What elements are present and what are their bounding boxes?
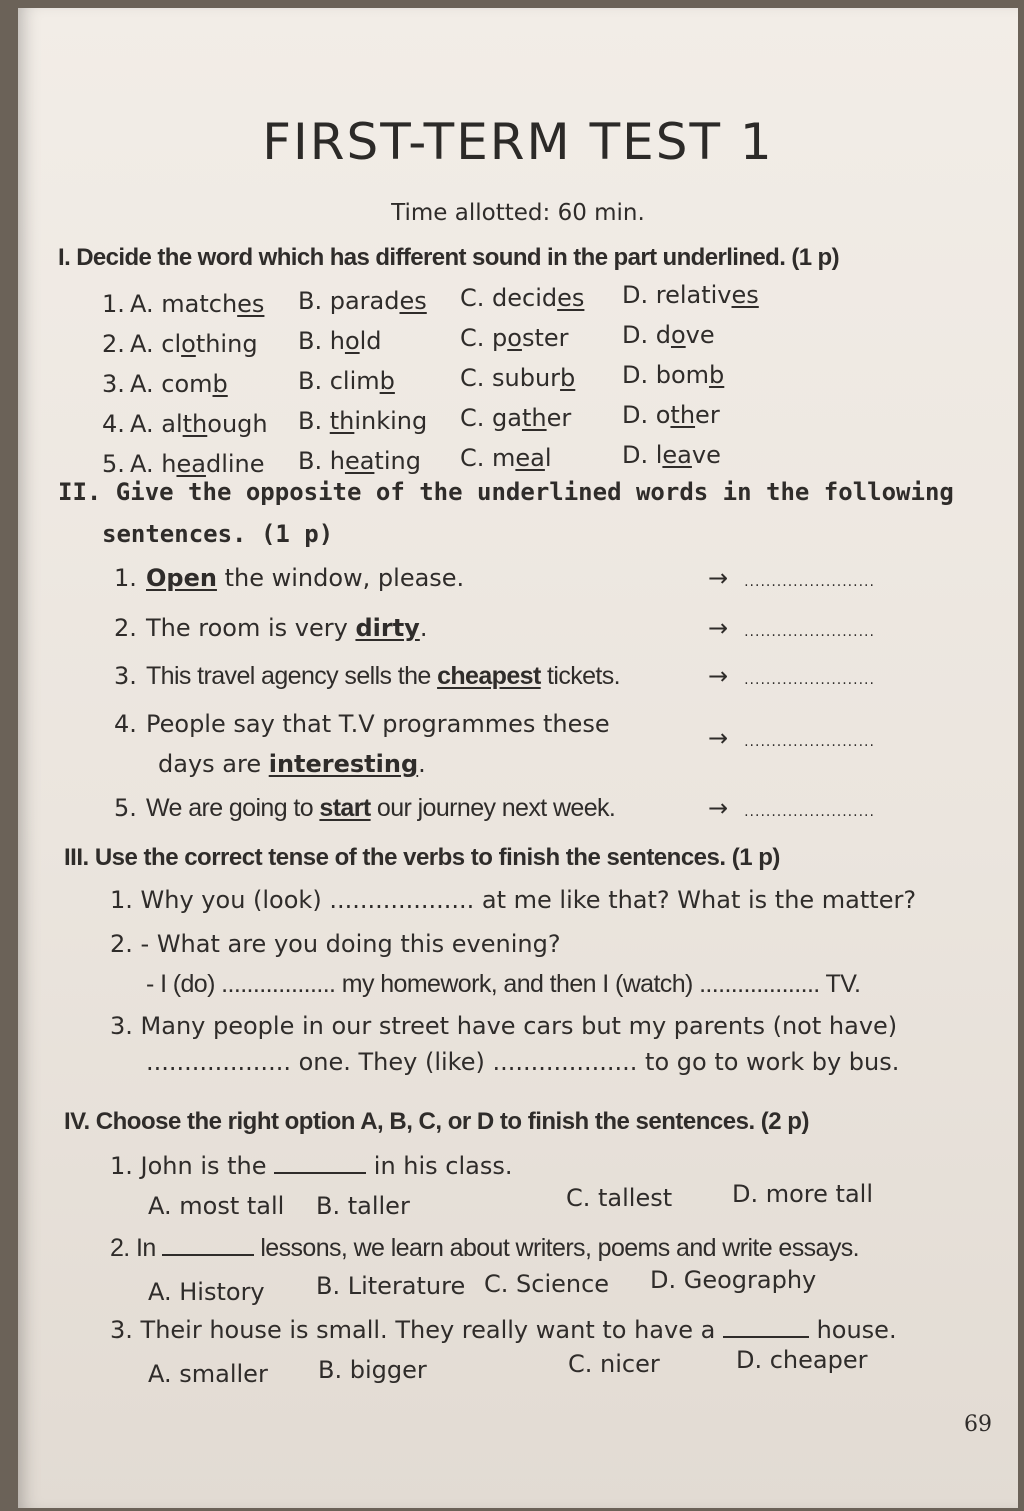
underlined-part: th [670,401,696,429]
section-3-question-2-line1: 2. - What are you doing this evening? [110,930,561,958]
sentence-text: The room is very [146,614,356,642]
option-c [460,324,568,352]
option-text: inking [354,407,428,435]
underlined-part: es [237,290,265,318]
sentence [146,614,427,642]
question-number: 5. [102,450,125,478]
underlined-word: cheapest [437,662,541,690]
underlined-part: b [709,361,725,389]
sentence [146,794,615,823]
option-c [460,404,571,432]
option-d: D. more tall [732,1180,873,1208]
sentence-text: This travel agency sells the [146,662,438,690]
question-number: 4. [114,710,137,738]
section-2-heading-line1: II. Give the opposite of the underlined words in the following [58,478,954,506]
option-b [298,327,382,355]
section-4-question-2 [110,1234,859,1263]
option-text: B. [298,407,330,435]
option-d: D. Geography [650,1266,817,1294]
option-text: B. clim [298,367,380,395]
option-text: C. m [460,444,516,472]
option-a: A. History [148,1278,265,1306]
time-allotted: Time allotted: 60 min. [391,200,645,226]
option-text: A. match [130,290,238,318]
answer-field[interactable] [708,564,875,592]
arrow-icon: → [708,564,729,592]
option-d [622,401,720,429]
underlined-part: es [399,287,427,315]
option-b: B. bigger [318,1356,427,1384]
section-4-question-3 [110,1316,897,1344]
section-3-heading: III. Use the correct tense of the verbs to finish the sentences. (1 p) [64,844,780,871]
option-text: C. subur [460,364,561,392]
underlined-part: o [670,321,686,349]
arrow-icon: → [708,662,729,690]
section-1-heading: I. Decide the word which has different sound in the part underlined. (1 p) [58,244,839,271]
section-3-question-3-line2: ................... one. They (like) ................... to go to work by bus. [146,1048,900,1076]
option-text: A. com [130,370,213,398]
option-a [130,450,265,478]
question-number: 2. [102,330,125,358]
option-c: C. Science [484,1270,610,1298]
question-number: 2. [114,614,137,642]
option-a [130,330,258,358]
option-text: B. parad [298,287,400,315]
sentence-text: days are [158,750,269,778]
section-3-question-2-line2: - I (do) .................. my homework, and then I (watch) ................... TV. [146,970,861,998]
option-c: C. tallest [566,1184,673,1212]
question-number: 4. [102,410,125,438]
option-d: D. cheaper [736,1346,868,1374]
option-text: ld [359,327,382,355]
option-text: B. h [298,327,345,355]
option-text: D. relativ [622,281,732,309]
option-a: A. most tall [148,1192,285,1220]
underlined-word: dirty [355,614,420,642]
answer-blank [723,1318,809,1338]
option-c [460,444,552,472]
underlined-part: o [507,324,522,352]
underlined-part: o [181,330,196,358]
question-text: house. [808,1316,897,1344]
option-text: D. o [622,401,671,429]
underlined-part: th [329,407,355,435]
option-b: B. Literature [316,1272,466,1300]
option-text: C. ga [460,404,522,432]
underlined-part: th [521,404,547,432]
section-4-heading: IV. Choose the right option A, B, C, or D to finish the sentences. (2 p) [64,1108,809,1135]
underlined-part: ea [662,441,692,469]
option-c: C. nicer [568,1350,660,1378]
question-text: 1. John is the [110,1152,275,1180]
option-text: dline [205,450,265,478]
underlined-part: b [379,367,395,395]
option-text: D. bom [622,361,710,389]
question-number: 3. [102,370,125,398]
sentence-text: the window, please. [216,564,465,592]
sentence [146,662,620,691]
answer-field[interactable] [708,662,875,690]
option-text: D. l [622,441,663,469]
answer-blank [274,1154,366,1174]
underlined-word: start [319,794,371,822]
arrow-icon: → [708,724,729,752]
page-title: FIRST-TERM TEST 1 [262,113,774,171]
sentence-text: People say that T.V programmes these [146,710,610,738]
question-text: 2. In [110,1234,162,1262]
underlined-part: b [560,364,576,392]
page-number: 69 [964,1412,992,1437]
sentence-text: We are going to [146,794,320,822]
underlined-word: Open [146,564,217,592]
option-text: ting [374,447,421,475]
section-4-question-1 [110,1152,513,1180]
answer-blank [162,1236,254,1256]
section-3-question-3-line1: 3. Many people in our street have cars but my parents (not have) [110,1012,898,1040]
option-text: A. cl [130,330,182,358]
option-a [130,410,268,438]
underlined-part: es [731,281,759,309]
sentence-text: tickets. [540,662,621,690]
option-text: ve [685,321,715,349]
section-3-question-1: 1. Why you (look) ................... at me like that? What is the matter? [110,886,917,914]
underlined-part: b [212,370,228,398]
answer-dots: ........................ [744,672,875,688]
answer-field[interactable] [708,614,875,642]
option-d [622,321,715,349]
option-a [130,290,264,318]
section-2-heading-line2: sentences. (1 p) [102,520,334,548]
question-number: 1. [114,564,137,592]
answer-dots: ........................ [744,624,875,640]
answer-field[interactable] [708,724,875,752]
option-text: thing [195,330,258,358]
option-b [298,287,427,315]
answer-dots: ........................ [744,804,875,820]
option-text: A. al [130,410,183,438]
question-text: in his class. [366,1152,513,1180]
answer-field[interactable] [708,794,875,822]
question-text: lessons, we learn about writers, poems and write essays. [254,1234,859,1262]
option-a [130,370,228,398]
option-text: er [695,401,720,429]
sentence-text: our journey next week. [370,794,616,822]
option-b [298,407,427,435]
question-number: 3. [114,662,137,690]
question-number: 1. [102,290,125,318]
sentence [146,710,610,738]
option-c [460,364,575,392]
option-text: ough [207,410,268,438]
arrow-icon: → [708,794,729,822]
option-text: D. d [622,321,671,349]
underlined-part: ea [515,444,545,472]
test-paper [18,8,1018,1508]
option-d [622,441,721,469]
underlined-word: interesting [268,750,419,778]
sentence-text: . [419,614,428,642]
option-text: er [546,404,572,432]
question-number: 5. [114,794,137,822]
underlined-part: th [182,410,208,438]
option-b [298,367,395,395]
option-d [622,361,724,389]
option-text: B. h [298,447,345,475]
sentence-line-2 [158,750,426,778]
sentence [146,564,464,592]
underlined-part: ea [344,447,375,475]
underlined-part: es [557,284,585,312]
sentence-text: . [418,750,426,778]
option-text: C. p [460,324,508,352]
option-text: ster [521,324,569,352]
option-a: A. smaller [148,1360,268,1388]
option-text: A. h [130,450,177,478]
underlined-part: o [344,327,360,355]
option-b [298,447,421,475]
option-text: l [544,444,552,472]
option-text: ve [691,441,721,469]
arrow-icon: → [708,614,729,642]
option-text: C. decid [460,284,558,312]
underlined-part: ea [176,450,206,478]
question-text: 3. Their house is small. They really want to have a [110,1316,723,1344]
option-c [460,284,584,312]
option-b: B. taller [316,1192,410,1220]
answer-dots: ........................ [744,574,875,590]
answer-dots: ........................ [744,734,875,750]
option-d [622,281,759,309]
